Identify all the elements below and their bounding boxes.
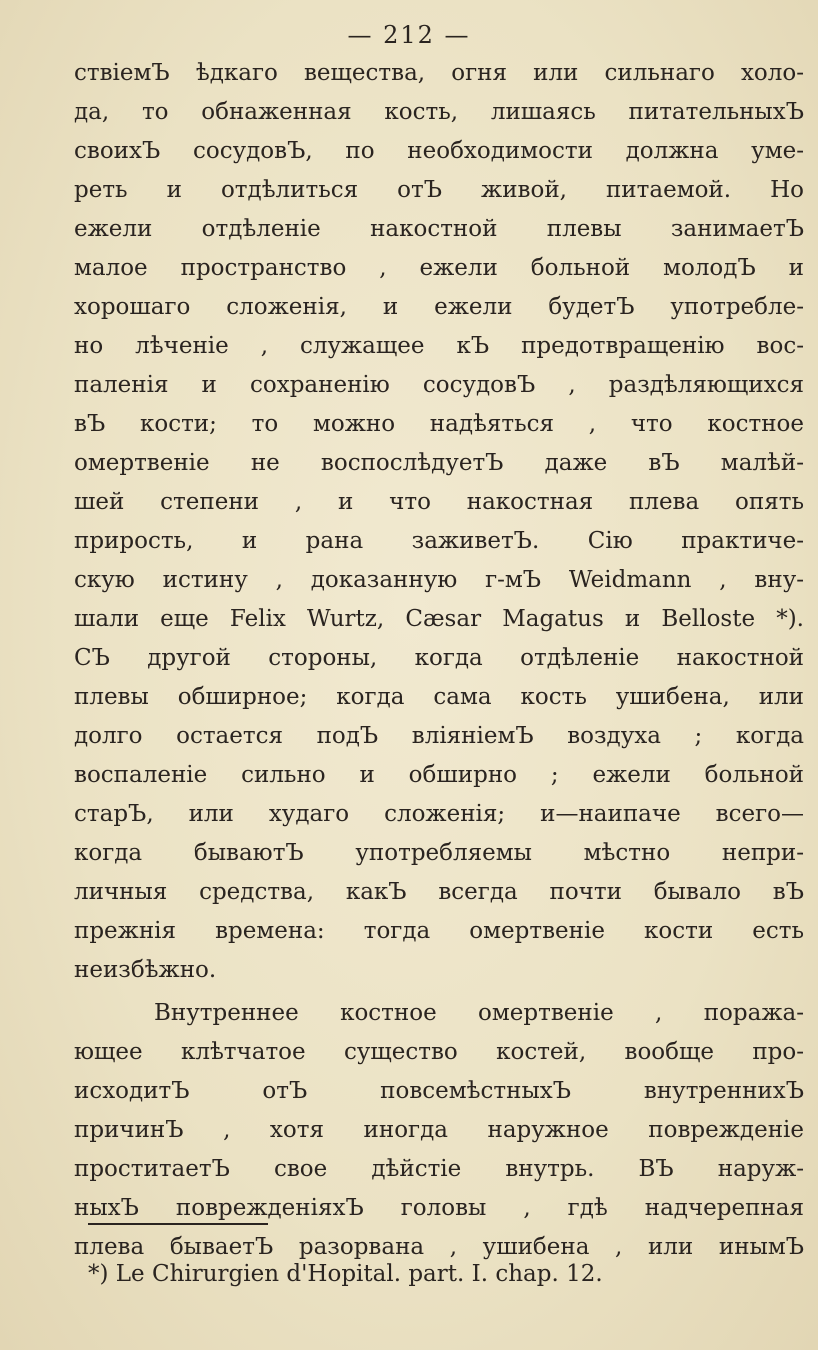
text-line: да, то обнаженная кость, лишаясь питательныхЪ [74,99,804,125]
text-line: исходитЪ отЪ повсемѣстныхЪ внутреннихЪ [74,1078,804,1104]
text-line: СЪ другой стороны, когда отдѣленіе накостной [74,645,804,671]
text-line: старЪ, или худаго сложенія; и—наипаче всего— [74,801,804,827]
text-line: прирость, и рана заживетЪ. Сію практиче- [74,528,804,554]
text-line: своихЪ сосудовЪ, по необходимости должна уме- [74,138,804,164]
text-line: шали еще Felix Wurtz, Cæsar Magatus и Belloste *). [74,606,804,632]
text-line: причинЪ , хотя иногда наружное поврежденіе [74,1117,804,1143]
footnote-divider [88,1223,268,1225]
text-line: малое пространство , ежели больной молодЪ и [74,255,804,281]
text-line: Внутреннее костное омертвеніе , поража- [154,1000,804,1026]
text-line: плевы обширное; когда сама кость ушибена, или [74,684,804,710]
text-line: плева бываетЪ разорвана , ушибена , или инымЪ [74,1234,804,1260]
text-line: ствіемЪ ѣдкаго вещества, огня или сильнаго холо- [74,60,804,86]
text-line: долго остается подЪ вліяніемЪ воздуха ; когда [74,723,804,749]
text-line: личныя средства, какЪ всегда почти бывало вЪ [74,879,804,905]
text-line: паленія и сохраненію сосудовЪ , раздѣляющихся [74,372,804,398]
text-line: вЪ кости; то можно надѣяться , что костное [74,411,804,437]
body-text [74,54,804,1267]
text-line: прежнія времена: тогда омертвеніе кости есть [74,918,804,944]
text-line: хорошаго сложенія, и ежели будетЪ употребле- [74,294,804,320]
text-line: ежели отдѣленіе накостной плевы занимаетЪ [74,216,804,242]
text-line: когда бываютЪ употребляемы мѣстно непри- [74,840,804,866]
text-line: шей степени , и что накостная плева опять [74,489,804,515]
text-line: но лѣченіе , служащее кЪ предотвращенію вос- [74,333,804,359]
text-line: реть и отдѣлиться отЪ живой, питаемой. Но [74,177,804,203]
text-line: проститаетЪ свое дѣйстіе внутрь. ВЪ наруж- [74,1156,804,1182]
footnote: *) Le Chirurgien d'Hopital. part. I. chap. 12. [88,1261,603,1287]
text-line: ныхЪ поврежденіяхЪ головы , гдѣ надчерепная [74,1195,804,1221]
text-line: скую истину , доказанную г-мЪ Weidmann , вну- [74,567,804,593]
text-line: омертвеніе не воспослѣдуетЪ даже вЪ малѣй- [74,450,804,476]
text-line: воспаленіе сильно и обширно ; ежели больной [74,762,804,788]
text-line: неизбѣжно. [74,957,217,983]
text-line: ющее клѣтчатое существо костей, вообще про- [74,1039,804,1065]
page-number: — 212 — [347,21,471,49]
